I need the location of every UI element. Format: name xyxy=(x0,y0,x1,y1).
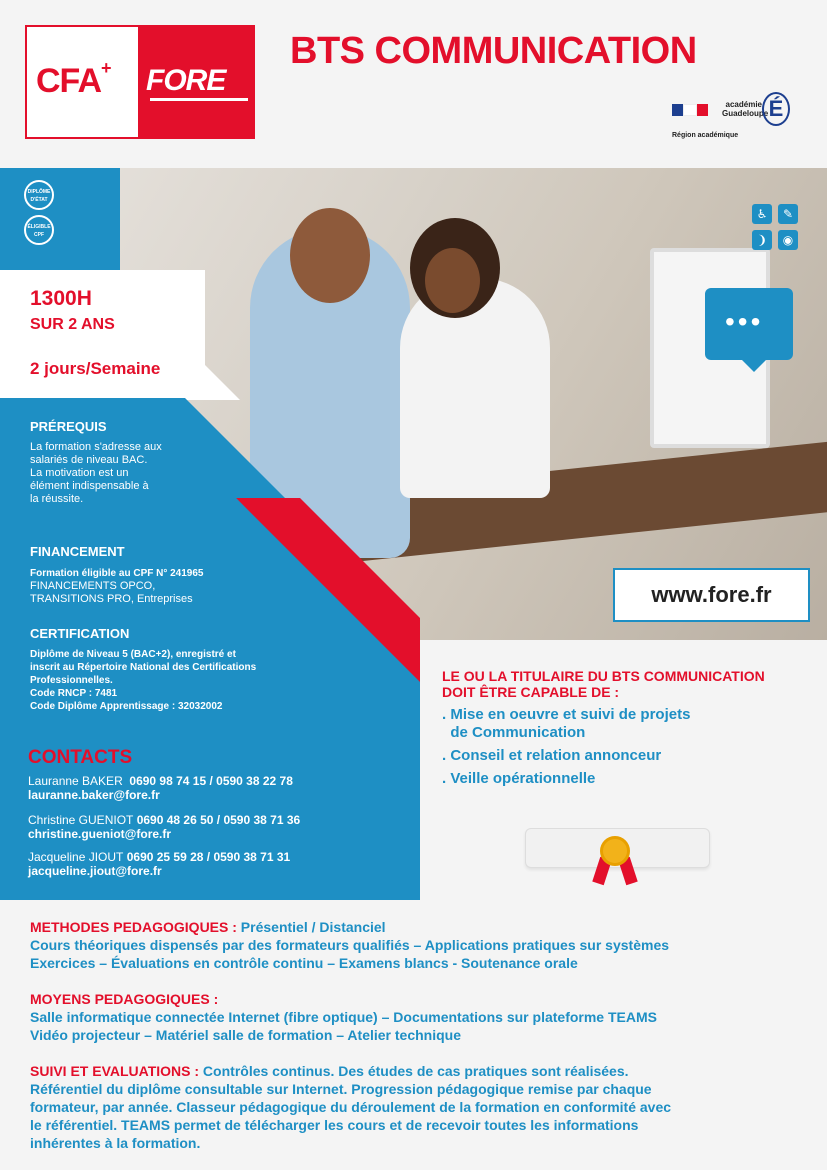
contacts-heading: CONTACTS xyxy=(28,747,133,768)
financement-heading: FINANCEMENT xyxy=(30,544,125,559)
website-link[interactable]: www.fore.fr xyxy=(613,568,810,622)
financement-text: Formation éligible au CPF N° 241965 FINANCEMENTS OPCO, TRANSITIONS PRO, Entreprises xyxy=(30,568,204,605)
laurel-cpf-icon: ÉLIGIBLE CPF xyxy=(24,215,54,245)
duration-hours: 1300H xyxy=(30,287,92,310)
wheelchair-icon: ♿ xyxy=(752,204,772,224)
academie-label: académie Guadeloupe xyxy=(722,100,769,118)
duration-rhythm: 2 jours/Semaine xyxy=(30,359,161,378)
capabilities-list xyxy=(442,706,802,788)
contact-email[interactable]: christine.gueniot@fore.fr xyxy=(28,827,172,841)
contact-name: Jacqueline JIOUT xyxy=(28,850,124,864)
list-item: de Communication xyxy=(442,724,586,741)
contact-email[interactable]: lauranne.baker@fore.fr xyxy=(28,788,160,802)
capabilities-heading: LE OU LA TITULAIRE DU BTS COMMUNICATION DOIT ÊTRE CAPABLE DE : xyxy=(442,668,765,700)
contact-name: Christine GUENIOT xyxy=(28,813,134,827)
contact-1 xyxy=(28,774,408,802)
academie-e-icon: É xyxy=(762,92,790,126)
logo-cfa-text: CFA+ xyxy=(36,58,111,100)
moyens-section: MOYENS PEDAGOGIQUES : Salle informatique connectée Internet (fibre optique) – Documentations sur plateforme TEAMS Vidéo projecteur – Matériel salle de formation – Atelier technique xyxy=(30,991,657,1043)
certification-text: Diplôme de Niveau 5 (BAC+2), enregistré et inscrit au Répertoire National des Certifications Professionnelles. Code RNCP : 7481 Code Diplôme Apprentissage : 32032002 xyxy=(30,649,257,712)
contact-phone[interactable]: 0690 98 74 15 / 0590 38 22 78 xyxy=(129,774,293,788)
prerequis-text: La formation s'adresse aux salariés de niveau BAC. La motivation est un élément indispensable à la réussite. xyxy=(30,441,162,505)
suivi-section: SUIVI ET EVALUATIONS : Contrôles continus. Des études de cas pratiques sont réalisées. Référentiel du diplôme consultable sur Internet. Progression pédagogique remise par chaque formateur, par année. Classeur pédagogique du déroulement de la formation en conformité avec le référentiel. TEAMS permet de télécharger les cours et de recevoir toutes les informations inhérentes à la formation. xyxy=(30,1063,672,1151)
contact-name: Lauranne BAKER xyxy=(28,774,123,788)
methodes-section: METHODES PEDAGOGIQUES : Présentiel / Distanciel Cours théoriques dispensés par des formateurs qualifiés – Applications pratiques sur systèmes Exercices – Évaluations en contrôle continu – Examens blancs - Soutenance orale xyxy=(30,919,670,971)
duration-years: SUR 2 ANS xyxy=(30,316,115,333)
logo-underline xyxy=(150,98,248,101)
chat-dots: ••• xyxy=(725,306,764,337)
medal-icon xyxy=(600,836,630,866)
contact-2 xyxy=(28,813,408,841)
region-academique-label: Région académique xyxy=(672,132,739,139)
prerequis-heading: PRÉREQUIS xyxy=(30,419,107,434)
contact-email[interactable]: jacqueline.jiout@fore.fr xyxy=(28,864,162,878)
region-academique-logo xyxy=(672,92,792,142)
logo-fore-text: FORE xyxy=(146,64,226,97)
hearing-icon: ❩ xyxy=(752,230,772,250)
contact-3 xyxy=(28,850,408,878)
certification-heading: CERTIFICATION xyxy=(30,626,130,641)
french-flag-icon xyxy=(672,104,708,116)
list-item: . Mise en oeuvre et suivi de projets xyxy=(442,706,691,723)
contact-phone[interactable]: 0690 25 59 28 / 0590 38 71 31 xyxy=(126,850,291,864)
cognitive-icon: ✎ xyxy=(778,204,798,224)
chat-bubble-tail xyxy=(740,358,768,372)
list-item: . Conseil et relation annonceur xyxy=(442,747,662,764)
visual-icon: ◉ xyxy=(778,230,798,250)
laurel-diplome-icon: DIPLÔME D'ÉTAT xyxy=(24,180,54,210)
contact-phone[interactable]: 0690 48 26 50 / 0590 38 71 36 xyxy=(136,813,301,827)
page-title: BTS COMMUNICATION xyxy=(290,30,697,72)
list-item: . Veille opérationnelle xyxy=(442,770,596,787)
